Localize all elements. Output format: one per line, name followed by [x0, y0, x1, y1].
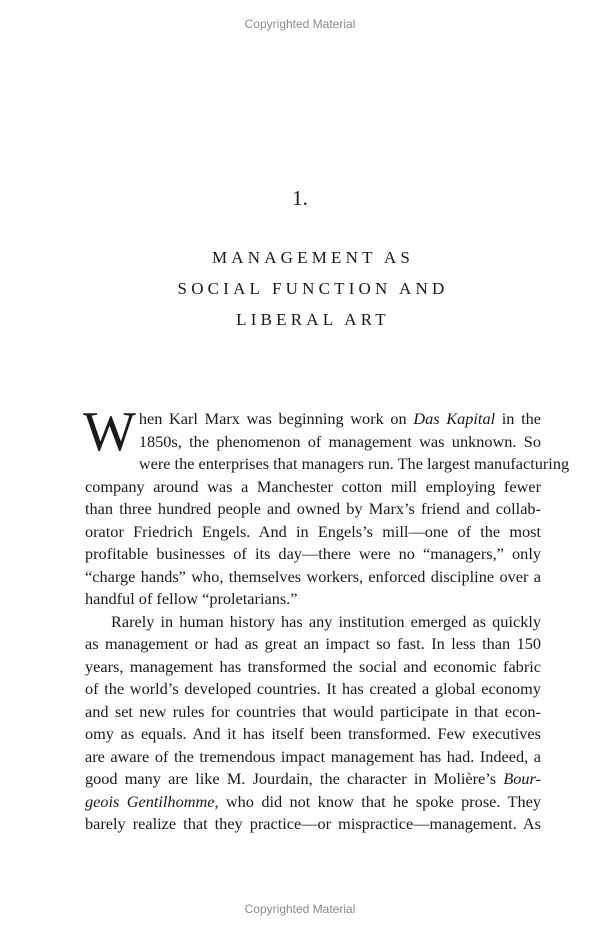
body-text [83, 401, 570, 836]
text-line: as management or had as great an impact so fast. In less than 150 [85, 634, 541, 653]
book-title-bourgeois: Bour- [503, 769, 541, 788]
text-line: omy as equals. And it has itself been transformed. Few executives [85, 724, 541, 743]
copyright-watermark-top: Copyrighted Material [244, 17, 356, 31]
text-line: Rarely in human history has any institution emerged as quickly [111, 611, 541, 631]
book-title-das-kapital: Das Kapital [413, 409, 496, 428]
text-line: years, management has transformed the social and economic fabric [85, 656, 541, 676]
text-line: hen Karl Marx was beginning work on Das Kapital in the [138, 409, 541, 428]
paragraph-1 [83, 401, 570, 611]
text-line: orator Friedrich Engels. And in Engels’s mill—one of the most [85, 521, 541, 541]
text-line: good many are like M. Jourdain, the character in Molière’s Bour- [85, 769, 541, 788]
chapter-title-line: SOCIAL FUNCTION AND [177, 279, 449, 298]
text-line: company around was a Manchester cotton mill employing fewer [85, 476, 541, 496]
text-line: were the enterprises that managers run. The largest manufacturing [138, 454, 570, 473]
text-line: and set new rules for countries that would participate in that econ- [85, 701, 541, 721]
drop-cap: W [83, 401, 136, 463]
chapter-title-line: MANAGEMENT AS [211, 248, 415, 267]
text-line: 1850s, the phenomenon of management was unknown. So [138, 431, 541, 451]
chapter-title [0, 242, 600, 335]
copyright-watermark-bottom: Copyrighted Material [244, 902, 356, 916]
text-line: than three hundred people and owned by Marx’s friend and collab- [85, 499, 541, 518]
text-line: “charge hands” who, themselves workers, enforced discipline over a [85, 566, 541, 586]
text-line: geois Gentilhomme, who did not know that he spoke prose. They [85, 791, 541, 811]
text-line: are aware of the tremendous impact management has had. Indeed, a [85, 746, 541, 766]
text-line: profitable businesses of its day—there were no “managers,” only [85, 544, 541, 563]
text-line: handful of fellow “proletarians.” [85, 589, 298, 608]
text-line: of the world’s developed countries. It has created a global economy [85, 679, 541, 698]
paragraph-2 [85, 611, 541, 836]
text-line: barely realize that they practice—or mispractice—management. As [85, 814, 541, 833]
book-title-gentilhomme: geois Gentilhomme, [85, 791, 219, 811]
chapter-title-line: LIBERAL ART [236, 310, 390, 329]
chapter-number: 1. [292, 186, 308, 210]
